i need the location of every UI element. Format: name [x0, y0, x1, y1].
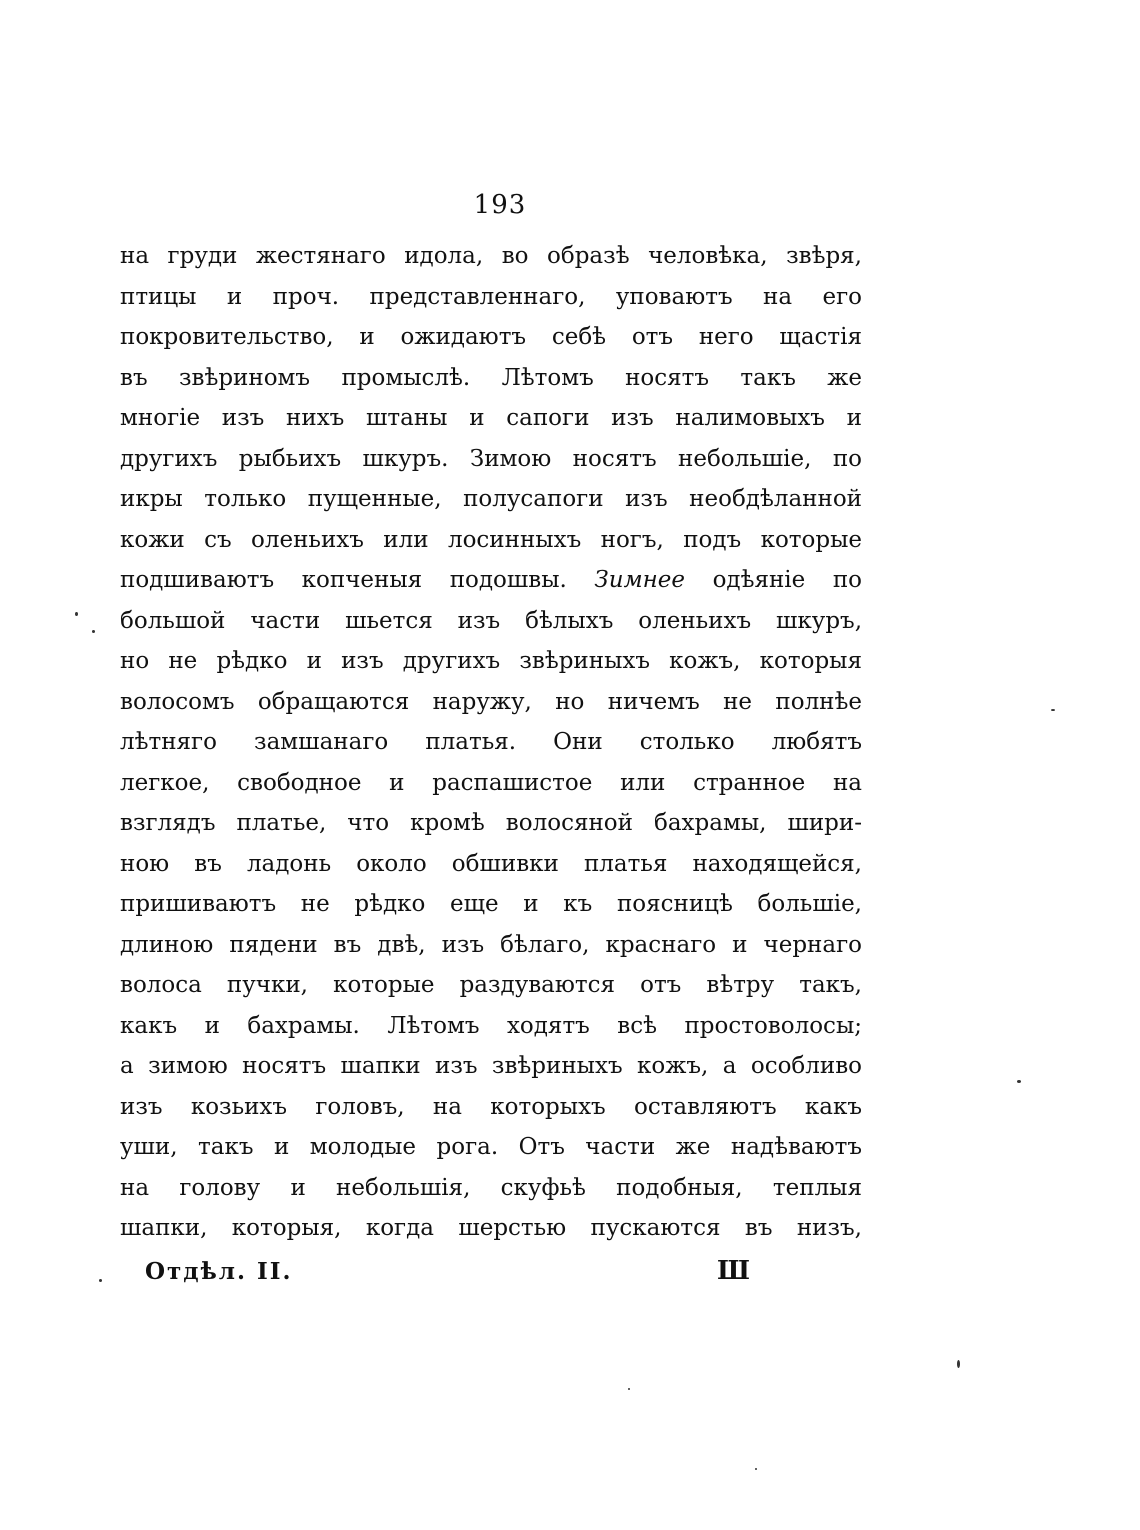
scan-speck — [957, 1360, 960, 1368]
page-number: 193 — [473, 190, 527, 220]
text-segment: подшиваютъ копченыя подошвы. — [120, 567, 567, 593]
text-line: многіе изъ нихъ штаны и сапоги изъ налимовыхъ и — [120, 405, 862, 431]
body-text — [120, 236, 862, 1249]
sheet-mark: Ш — [717, 1256, 750, 1286]
text-line: пришиваютъ не рѣдко еще и къ поясницѣ большіе, — [120, 891, 862, 917]
scan-speck — [92, 630, 95, 633]
text-line: икры только пущенные, полусапоги изъ необдѣланной — [120, 486, 862, 512]
text-line: но не рѣдко и изъ другихъ звѣриныхъ кожъ, которыя — [120, 648, 862, 674]
text-line: изъ козьихъ головъ, на которыхъ оставляютъ какъ — [120, 1093, 862, 1120]
text-line: длиною пядени въ двѣ, изъ бѣлаго, краснаго и чернаго — [120, 931, 862, 958]
italic-word: Зимнее — [594, 567, 686, 593]
text-line: въ звѣриномъ промыслѣ. Лѣтомъ носятъ такъ же — [120, 364, 862, 391]
text-line: на голову и небольшія, скуфьѣ подобныя, теплыя — [120, 1174, 862, 1201]
text-line: кожи съ оленьихъ или лосинныхъ ногъ, подъ которые — [120, 526, 862, 553]
text-line: птицы и проч. представленнаго, уповаютъ на его — [120, 283, 862, 310]
signature-mark: Отдѣл. II. — [145, 1258, 293, 1285]
text-line: взглядъ платье, что кромѣ волосяной бахрамы, шири- — [120, 810, 862, 836]
text-line: какъ и бахрамы. Лѣтомъ ходятъ всѣ простоволосы; — [120, 1012, 862, 1039]
text-line: на груди жестянаго идола, во образѣ человѣка, звѣря, — [120, 243, 862, 269]
text-line: покровительство, и ожидаютъ себѣ отъ него щастія — [120, 324, 862, 350]
text-line: волоса пучки, которые раздуваются отъ вѣтру такъ, — [120, 972, 862, 998]
scan-speck — [99, 1279, 102, 1282]
scan-speck — [1017, 1080, 1021, 1083]
text-line — [120, 560, 862, 601]
text-line: шапки, которыя, когда шерстью пускаются въ низъ, — [120, 1215, 862, 1241]
text-line: волосомъ обращаются наружу, но ничемъ не полнѣе — [120, 688, 862, 715]
text-line: лѣтняго замшанаго платья. Они столько любятъ — [120, 729, 862, 755]
text-segment: одѣяніе по — [712, 567, 862, 593]
scan-speck — [1051, 709, 1055, 711]
scan-speck — [75, 612, 78, 616]
text-line: а зимою носятъ шапки изъ звѣриныхъ кожъ, а особливо — [120, 1053, 862, 1079]
text-line: уши, такъ и молодые рога. Отъ части же надѣваютъ — [120, 1134, 862, 1160]
scan-speck — [755, 1468, 757, 1470]
text-line: другихъ рыбьихъ шкуръ. Зимою носятъ небольшіе, по — [120, 445, 862, 472]
text-line: легкое, свободное и распашистое или странное на — [120, 769, 862, 796]
text-line: большой части шьется изъ бѣлыхъ оленьихъ шкуръ, — [120, 607, 862, 634]
text-line: ною въ ладонь около обшивки платья находящейся, — [120, 850, 862, 877]
scan-speck — [628, 1388, 630, 1390]
